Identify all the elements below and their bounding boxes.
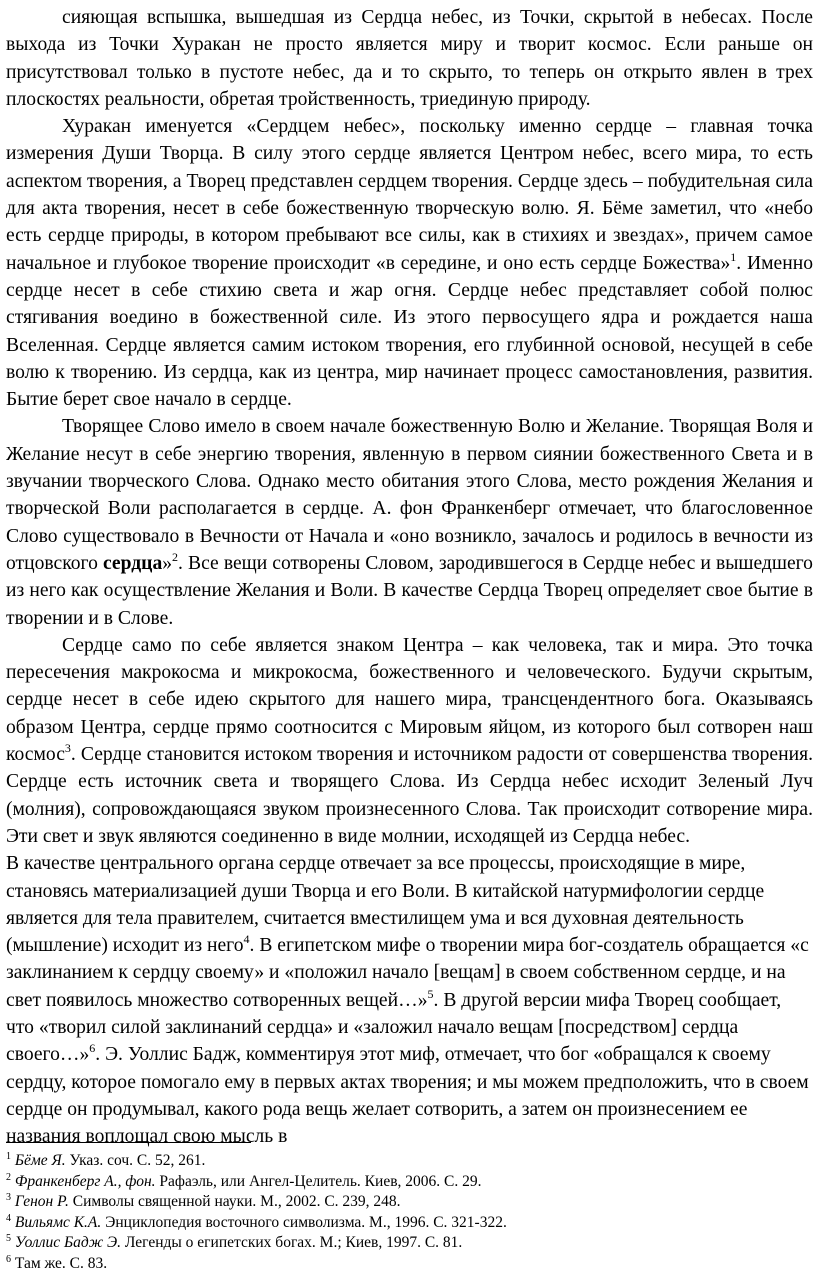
text-run: . Сердце становится истоком творения и источником радости от совершенства творения. Сердце есть источник света и творящего Слова. Из Сердца небес исходит Зеленый Луч (молния), сопровождающаяся звуком произнесенного Слова. Так происходит сотворение мира. Эти свет и звук являются соединенно в виде молнии, исходящей из Сердца небес.: [6, 744, 813, 847]
footnote-citation: Указ. соч. С. 52, 261.: [66, 1152, 206, 1169]
text-run: Творящее Слово имело в своем начале божественную Волю и Желание. Творящая Воля и Желание несут в себе энергию творения, явленную в первом сиянии божественного Света и в звучании творческого Слова. Однако место обитания этого Слова, место рождения Желания и творческой Воли располагается в сердце. А. фон Франкенберг отмечает, что благословенное Слово существовало в Вечности от Начала и «оно возникло, зачалось и родилось в вечности из отцовского: [6, 416, 813, 573]
paragraph: [6, 113, 813, 413]
footnote-reference: 5: [428, 987, 434, 1001]
text-run: . Именно сердце несет в себе стихию света и жар огня. Сердце небес представляет собой полюс стягивания воедино в божественной силе. Из этого первосущего ядра и рождается наша Вселенная. Сердце является самим истоком творения, его глубинной основой, несущей в себе волю к творению. Из сердца, как из центра, мир начинает процесс самостановления, развития. Бытие берет свое начало в сердце.: [6, 253, 813, 410]
text-run: Сердце само по себе является знаком Центра – как человека, так и мира. Это точка пересечения макрокосма и микрокосма, божественного и человеческого. Будучи скрытым, сердце несет в себе идею скрытого для нашего мира, трансцендентного бога. Оказываясь образом Центра, сердце прямо соотносится с Мировым яйцом, из которого был сотворен наш космос: [6, 635, 813, 765]
paragraph: [6, 4, 813, 113]
footnote: [6, 1192, 507, 1213]
text-run: Хуракан именуется «Сердцем небес», поскольку именно сердце – главная точка измерения Души Творца. В силу этого сердце является Центром небес, всего мира, то есть аспектом творения, а Творец представлен сердцем творения. Сердце здесь – побудительная сила для акта творения, несет в себе божественную творческую волю. Я. Бёме заметил, что «небо есть сердце природы, в котором пребывают все силы, как в стихиях и звездах», причем самое начальное и глубокое творение происходит «в середине, и оно есть сердце Божества»: [6, 116, 813, 273]
text-run: . В египетском мифе о творении мира бог-создатель обращается «с заклинанием к сердцу своему» и «положил начало [вещам] в своем собственном сердце, и на свет появилось множество сотворенных вещей…»: [6, 935, 809, 1011]
footnote-number: 2: [6, 1172, 11, 1183]
text-run: сияющая вспышка, вышедшая из Сердца небес, из Точки, скрытой в небесах. После выхода из Точки Хуракан не просто является миру и творит космос. Если раньше он присутствовал только в пустоте небес, да и то скрыто, то теперь он открыто явлен в трех плоскостях реальности, обретая тройственность, триединую природу.: [6, 7, 813, 110]
text-run: »: [162, 553, 172, 574]
footnote: [6, 1151, 507, 1172]
footnote: [6, 1213, 507, 1234]
footnote-author: Генон Р.: [15, 1193, 69, 1210]
text-run: . В другой версии мифа Творец сообщает, что «творил силой заклинаний сердца» и «заложил начало вещам [посредством] сердца своего…»: [6, 990, 781, 1066]
footnote-author: Бёме Я.: [15, 1152, 66, 1169]
footnote: [6, 1172, 507, 1193]
text-run: . Все вещи сотворены Словом, зародившегося в Сердце небес и вышедшего из него как осуществление Желания и Воли. В качестве Сердца Творец определяет свое бытие в творении и в Слове.: [6, 553, 813, 629]
footnote-author: Уоллис Бадж Э.: [15, 1234, 121, 1251]
footnote-citation: Легенды о египетских богах. М.; Киев, 1997. С. 81.: [121, 1234, 462, 1251]
footnote-reference: 3: [65, 741, 71, 755]
footnote-reference: 2: [172, 550, 178, 564]
paragraph: [6, 413, 813, 631]
footnote-number: 6: [6, 1254, 11, 1265]
paragraph: [6, 632, 813, 850]
footnote-number: 5: [6, 1233, 11, 1244]
footnote: [6, 1254, 507, 1274]
text-run: В качестве центрального органа сердце отвечает за все процессы, происходящие в мире, становясь материализацией души Творца и его Воли. В китайской натурмифологии сердце является для тела правителем, считается вместилищем ума и вся духовная деятельность (мышление) исходит из него: [6, 853, 764, 956]
paragraph: [6, 850, 813, 1150]
footnote-reference: 6: [89, 1041, 95, 1055]
main-text: [6, 4, 813, 1150]
footnote-separator: [6, 1142, 251, 1143]
footnote-citation: Энциклопедия восточного символизма. М., 1996. С. 321-322.: [101, 1214, 507, 1231]
footnote: [6, 1233, 507, 1254]
text-run: . Э. Уоллис Бадж, комментируя этот миф, отмечает, что бог «обращался к своему сердцу, которое помогало ему в первых актах творения; и мы можем предположить, что в своем сердце он продумывал, какого рода вещь желает сотворить, а затем он произнесением ее названия воплощал свою мысль в: [6, 1044, 809, 1147]
footnote-citation: Символы священной науки. М., 2002. С. 239, 248.: [69, 1193, 401, 1210]
emphasized-word: сердца: [103, 553, 162, 574]
footnote-reference: 4: [244, 932, 250, 946]
footnote-citation: Там же. С. 83.: [15, 1255, 107, 1272]
footnote-reference: 1: [730, 250, 736, 264]
footnote-number: 3: [6, 1192, 11, 1203]
footnote-citation: Рафаэль, или Ангел-Целитель. Киев, 2006. С. 29.: [156, 1173, 482, 1190]
footnote-author: Вильямс К.А.: [15, 1214, 101, 1231]
footnote-author: Франкенберг А., фон.: [15, 1173, 156, 1190]
footnote-number: 1: [6, 1151, 11, 1162]
footnotes: [6, 1151, 507, 1274]
footnote-number: 4: [6, 1213, 11, 1224]
